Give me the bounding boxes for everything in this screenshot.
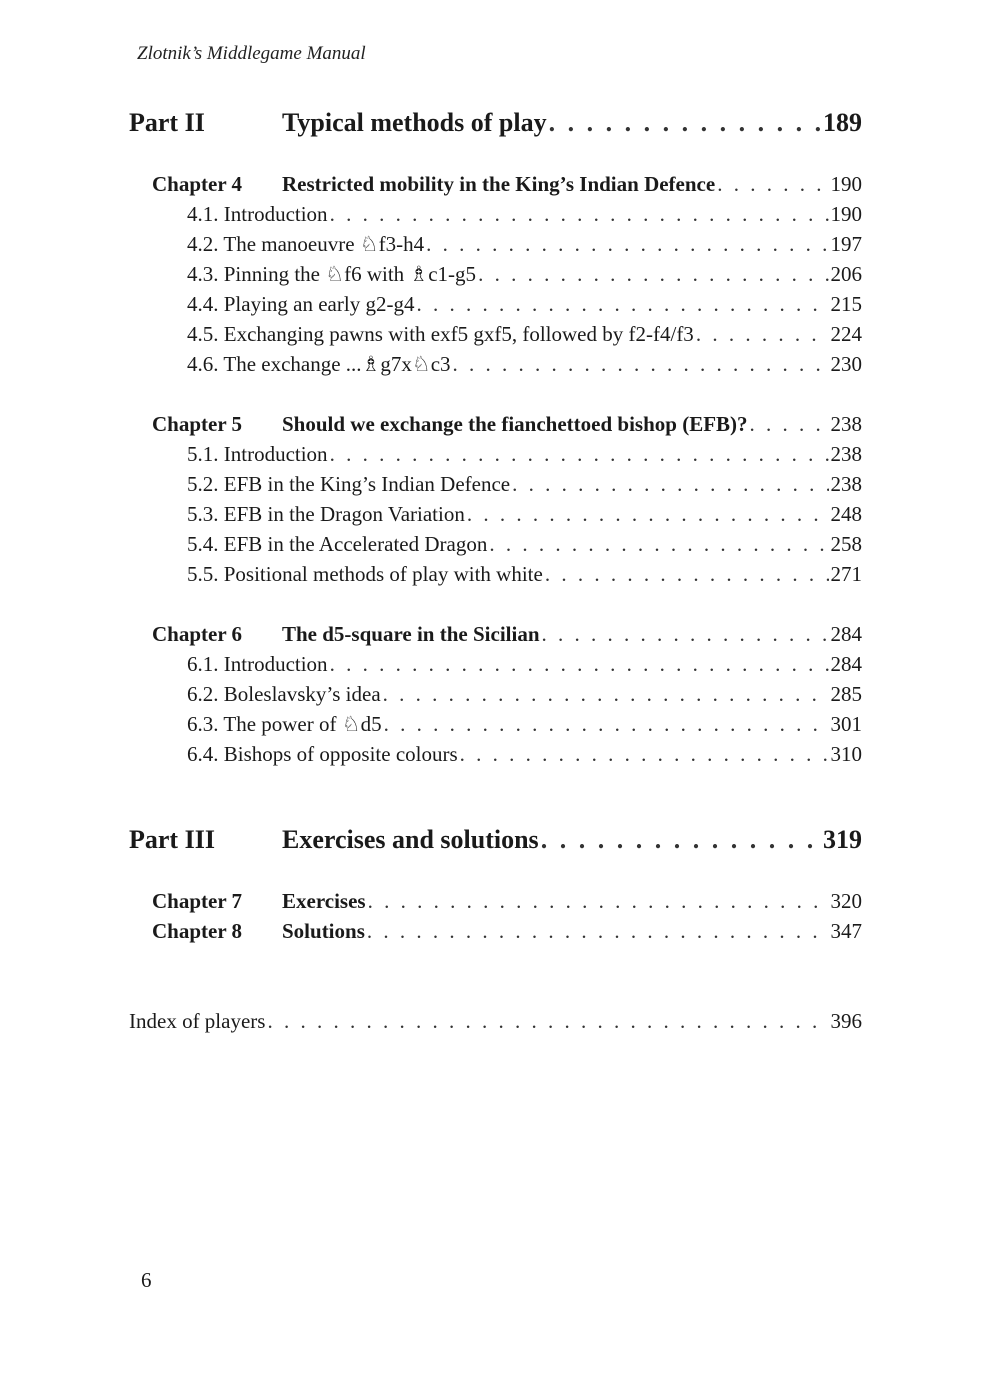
section-title: 5.5. Positional methods of play with white [187, 562, 543, 586]
section-title: 6.4. Bishops of opposite colours [187, 742, 458, 766]
page-ref: 319 [823, 825, 862, 854]
toc-entry-section[interactable] [187, 502, 862, 527]
chapter-name: Chapter 6 [152, 622, 243, 646]
toc-entry-section[interactable] [187, 682, 862, 707]
toc-entry-section[interactable] [187, 562, 862, 587]
toc-entry-section[interactable] [187, 202, 862, 227]
toc-entry-section[interactable] [187, 292, 862, 317]
page-ref: 206 [830, 262, 862, 286]
page-ref: 301 [830, 712, 862, 736]
part-name: Part III [129, 825, 215, 854]
chapter-name: Chapter 4 [152, 172, 243, 196]
dot-leader [542, 622, 829, 647]
dot-leader [416, 292, 828, 317]
chapter-title: Exercises [282, 889, 366, 913]
toc-entry-section[interactable] [187, 472, 862, 497]
dot-leader [383, 682, 829, 707]
page-ref: 396 [830, 1009, 862, 1033]
page-ref: 190 [830, 172, 862, 196]
dot-leader [267, 1009, 828, 1034]
toc-entry-section[interactable] [187, 532, 862, 557]
section-title: 4.6. The exchange ...♗g7x♘c3 [187, 352, 451, 376]
chapter-name: Chapter 5 [152, 412, 243, 436]
page-number: 6 [141, 1268, 152, 1292]
page-ref: 258 [830, 532, 862, 556]
dot-leader [489, 532, 828, 557]
dot-leader [478, 262, 828, 287]
dot-leader [512, 472, 828, 497]
part-name: Part II [129, 108, 205, 137]
toc-entry-section[interactable] [187, 652, 862, 677]
dot-leader [545, 562, 829, 587]
toc-entry-section[interactable] [187, 262, 862, 287]
section-title: 6.1. Introduction [187, 652, 328, 676]
dot-leader [541, 825, 821, 855]
page-ref: 230 [830, 352, 862, 376]
toc-entry-section[interactable] [187, 742, 862, 767]
section-title: 6.2. Boleslavsky’s idea [187, 682, 381, 706]
dot-leader [426, 232, 828, 257]
toc-entry-section[interactable] [187, 712, 862, 737]
page-ref: 190 [830, 202, 862, 226]
dot-leader [696, 322, 829, 347]
chapter-name: Chapter 7 [152, 889, 243, 913]
toc-entry-section[interactable] [187, 352, 862, 377]
dot-leader [750, 412, 829, 437]
section-title: 5.4. EFB in the Accelerated Dragon [187, 532, 488, 556]
page-ref: 215 [830, 292, 862, 316]
index-title: Index of players [129, 1009, 266, 1033]
section-title: 5.1. Introduction [187, 442, 328, 466]
dot-leader [549, 108, 821, 138]
page-ref: 197 [830, 232, 862, 256]
chapter-title: Solutions [282, 919, 365, 943]
toc-entry-chapter-6[interactable] [152, 622, 862, 647]
section-title: 5.3. EFB in the Dragon Variation [187, 502, 465, 526]
toc-entry-chapter-8[interactable] [152, 919, 862, 944]
page-ref: 285 [830, 682, 862, 706]
section-title: 4.2. The manoeuvre ♘f3-h4 [187, 232, 425, 256]
page-ref: 347 [830, 919, 862, 943]
page-ref: 320 [830, 889, 862, 913]
toc-entry-section[interactable] [187, 322, 862, 347]
dot-leader [367, 919, 829, 944]
page-ref: 224 [830, 322, 862, 346]
toc-entry-index[interactable] [129, 1009, 862, 1034]
section-title: 5.2. EFB in the King’s Indian Defence [187, 472, 511, 496]
toc-entry-section[interactable] [187, 232, 862, 257]
dot-leader [467, 502, 829, 527]
dot-leader [368, 889, 829, 914]
page-ref: 238 [830, 472, 862, 496]
dot-leader [717, 172, 828, 197]
section-title: 4.5. Exchanging pawns with exf5 gxf5, followed by f2-f4/f3 [187, 322, 694, 346]
page-ref: 189 [823, 108, 862, 137]
toc-entry-chapter-4[interactable] [152, 172, 862, 197]
toc-entry-part-iii[interactable] [129, 825, 862, 855]
dot-leader [330, 442, 829, 467]
toc-entry-chapter-7[interactable] [152, 889, 862, 914]
dot-leader [330, 202, 829, 227]
part-title: Exercises and solutions [282, 825, 539, 854]
section-title: 4.4. Playing an early g2-g4 [187, 292, 415, 316]
section-title: 4.1. Introduction [187, 202, 328, 226]
toc-entry-part-ii[interactable] [129, 108, 862, 138]
running-head: Zlotnik’s Middlegame Manual [137, 43, 366, 64]
page-ref: 248 [830, 502, 862, 526]
page-ref: 284 [830, 622, 862, 646]
toc-entry-chapter-5[interactable] [152, 412, 862, 437]
page-ref: 238 [830, 412, 862, 436]
dot-leader [460, 742, 829, 767]
chapter-name: Chapter 8 [152, 919, 243, 943]
chapter-title: Should we exchange the fianchettoed bishop (EFB)? [282, 412, 748, 436]
toc-entry-section[interactable] [187, 442, 862, 467]
page-ref: 284 [830, 652, 862, 676]
page-ref: 310 [830, 742, 862, 766]
dot-leader [384, 712, 829, 737]
chapter-title: The d5-square in the Sicilian [282, 622, 540, 646]
dot-leader [330, 652, 829, 677]
section-title: 6.3. The power of ♘d5 [187, 712, 382, 736]
part-title: Typical methods of play [282, 108, 547, 137]
page-ref: 271 [830, 562, 862, 586]
chapter-title: Restricted mobility in the King’s Indian Defence [282, 172, 716, 196]
dot-leader [453, 352, 829, 377]
page-ref: 238 [830, 442, 862, 466]
section-title: 4.3. Pinning the ♘f6 with ♗c1-g5 [187, 262, 477, 286]
